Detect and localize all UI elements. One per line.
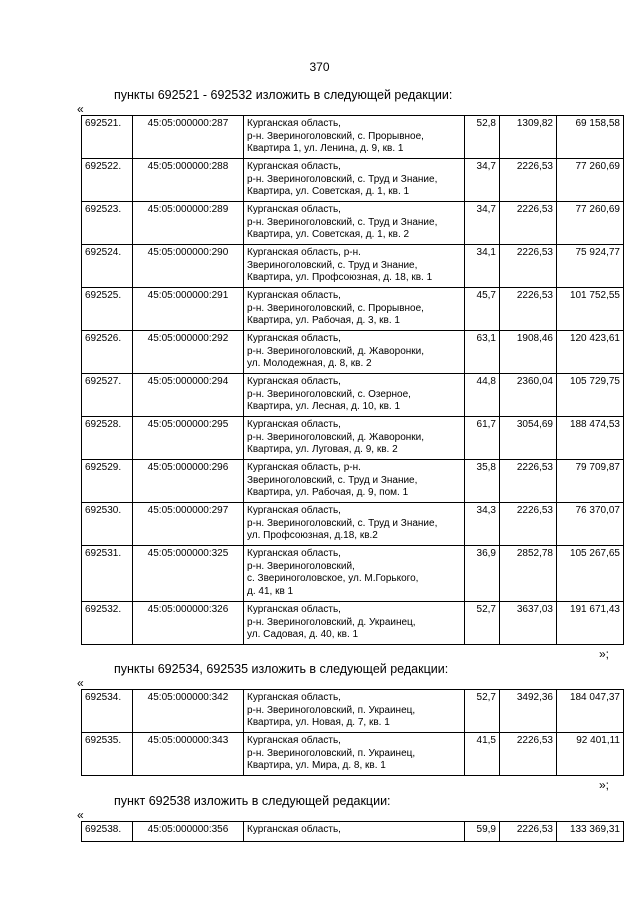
address-line: Курганская область,	[247, 824, 341, 835]
address-cell	[244, 417, 465, 460]
unit-price-cell: 2226,53	[500, 159, 557, 202]
table-row	[82, 288, 624, 331]
table-row	[82, 159, 624, 202]
row-number-cell: 692529.	[82, 460, 133, 503]
address-cell	[244, 546, 465, 602]
table-row	[82, 546, 624, 602]
area-cell: 36,9	[465, 546, 500, 602]
area-cell: 52,8	[465, 116, 500, 159]
address-line: Курганская область,	[247, 692, 341, 703]
table-row	[82, 417, 624, 460]
area-cell: 61,7	[465, 417, 500, 460]
open-quote: «	[77, 102, 84, 116]
cadastral-number-cell: 45:05:000000:296	[133, 460, 244, 503]
address-line: Квартира, ул. Лесная, д. 10, кв. 1	[247, 401, 401, 412]
cadastral-number-cell: 45:05:000000:292	[133, 331, 244, 374]
address-cell	[244, 245, 465, 288]
section-intro: пункты 692521 - 692532 изложить в следующей редакции:	[114, 88, 453, 102]
address-line: ул. Садовая, д. 40, кв. 1	[247, 629, 359, 640]
address-cell	[244, 460, 465, 503]
unit-price-cell: 1309,82	[500, 116, 557, 159]
address-line: Звериноголовский, с. Труд и Знание,	[247, 474, 418, 486]
cadastral-value-cell: 120 423,61	[557, 331, 624, 374]
unit-price-cell: 3637,03	[500, 602, 557, 645]
cadastral-value-cell: 76 370,07	[557, 503, 624, 546]
address-line: р-н. Звериноголовский, п. Украинец,	[247, 704, 416, 716]
row-number-cell: 692531.	[82, 546, 133, 602]
table-row	[82, 374, 624, 417]
area-cell: 52,7	[465, 602, 500, 645]
cadastral-value-cell: 184 047,37	[557, 690, 624, 733]
registry-table	[81, 115, 624, 645]
address-line: Курганская область,	[247, 735, 341, 746]
row-number-cell: 692532.	[82, 602, 133, 645]
cadastral-number-cell: 45:05:000000:356	[133, 822, 244, 842]
address-line: Курганская область,	[247, 204, 341, 215]
address-line: Курганская область,	[247, 419, 341, 430]
table-row	[82, 245, 624, 288]
row-number-cell: 692535.	[82, 733, 133, 776]
address-line: Квартира, ул. Рабочая, д. 9, пом. 1	[247, 487, 409, 498]
address-line: Курганская область,	[247, 548, 341, 559]
address-cell	[244, 690, 465, 733]
unit-price-cell: 2226,53	[500, 202, 557, 245]
table-row	[82, 116, 624, 159]
address-line: Квартира, ул. Рабочая, д. 3, кв. 1	[247, 315, 400, 326]
address-line: р-н. Звериноголовский, с. Труд и Знание,	[247, 173, 438, 185]
address-line: Квартира, ул. Профсоюзная, д. 18, кв. 1	[247, 272, 433, 283]
table-row	[82, 733, 624, 776]
address-line: р-н. Звериноголовский, д. Украинец,	[247, 616, 416, 628]
area-cell: 63,1	[465, 331, 500, 374]
row-number-cell: 692525.	[82, 288, 133, 331]
unit-price-cell: 2226,53	[500, 245, 557, 288]
area-cell: 34,1	[465, 245, 500, 288]
area-cell: 52,7	[465, 690, 500, 733]
address-cell	[244, 822, 465, 842]
unit-price-cell: 2226,53	[500, 460, 557, 503]
address-line: Курганская область,	[247, 333, 341, 344]
address-cell	[244, 331, 465, 374]
address-line: р-н. Звериноголовский, с. Труд и Знание,	[247, 216, 438, 228]
address-line: Курганская область,	[247, 604, 341, 615]
address-line: Квартира, ул. Мира, д. 8, кв. 1	[247, 760, 386, 771]
registry-table	[81, 821, 624, 842]
cadastral-number-cell: 45:05:000000:297	[133, 503, 244, 546]
address-cell	[244, 602, 465, 645]
address-line: р-н. Звериноголовский, д. Жаворонки,	[247, 431, 425, 443]
address-cell	[244, 733, 465, 776]
table-row	[82, 690, 624, 733]
unit-price-cell: 2360,04	[500, 374, 557, 417]
address-line: р-н. Звериноголовский,	[247, 560, 355, 572]
area-cell: 34,7	[465, 159, 500, 202]
row-number-cell: 692524.	[82, 245, 133, 288]
area-cell: 59,9	[465, 822, 500, 842]
table-row	[82, 460, 624, 503]
table-row	[82, 331, 624, 374]
area-cell: 34,3	[465, 503, 500, 546]
cadastral-value-cell: 188 474,53	[557, 417, 624, 460]
cadastral-value-cell: 101 752,55	[557, 288, 624, 331]
section-intro: пункты 692534, 692535 изложить в следующей редакции:	[114, 662, 449, 676]
cadastral-number-cell: 45:05:000000:325	[133, 546, 244, 602]
address-line: Курганская область,	[247, 505, 341, 516]
row-number-cell: 692527.	[82, 374, 133, 417]
row-number-cell: 692521.	[82, 116, 133, 159]
open-quote: «	[77, 808, 84, 822]
address-line: Звериноголовский, с. Труд и Знание,	[247, 259, 418, 271]
table-row	[82, 822, 624, 842]
table-row	[82, 602, 624, 645]
address-line: Курганская область,	[247, 161, 341, 172]
row-number-cell: 692523.	[82, 202, 133, 245]
row-number-cell: 692528.	[82, 417, 133, 460]
address-line: р-н. Звериноголовский, с. Прорывное,	[247, 302, 424, 314]
unit-price-cell: 2226,53	[500, 503, 557, 546]
table-row	[82, 202, 624, 245]
address-line: Квартира, ул. Советская, д. 1, кв. 2	[247, 229, 410, 240]
address-cell	[244, 503, 465, 546]
unit-price-cell: 1908,46	[500, 331, 557, 374]
cadastral-number-cell: 45:05:000000:295	[133, 417, 244, 460]
address-line: Квартира 1, ул. Ленина, д. 9, кв. 1	[247, 143, 404, 154]
address-line: р-н. Звериноголовский, с. Озерное,	[247, 388, 411, 400]
unit-price-cell: 2226,53	[500, 733, 557, 776]
address-line: р-н. Звериноголовский, с. Прорывное,	[247, 130, 424, 142]
open-quote: «	[77, 676, 84, 690]
cadastral-number-cell: 45:05:000000:288	[133, 159, 244, 202]
area-cell: 45,7	[465, 288, 500, 331]
cadastral-number-cell: 45:05:000000:326	[133, 602, 244, 645]
cadastral-value-cell: 77 260,69	[557, 159, 624, 202]
unit-price-cell: 3054,69	[500, 417, 557, 460]
cadastral-number-cell: 45:05:000000:287	[133, 116, 244, 159]
address-line: Курганская область,	[247, 290, 341, 301]
address-cell	[244, 116, 465, 159]
area-cell: 41,5	[465, 733, 500, 776]
cadastral-number-cell: 45:05:000000:291	[133, 288, 244, 331]
cadastral-number-cell: 45:05:000000:342	[133, 690, 244, 733]
row-number-cell: 692534.	[82, 690, 133, 733]
address-line: Курганская область,	[247, 118, 341, 129]
row-number-cell: 692522.	[82, 159, 133, 202]
address-line: с. Звериноголовское, ул. М.Горького,	[247, 573, 419, 584]
address-cell	[244, 288, 465, 331]
cadastral-value-cell: 92 401,11	[557, 733, 624, 776]
section-intro: пункт 692538 изложить в следующей редакции:	[114, 794, 391, 808]
address-line: Квартира, ул. Новая, д. 7, кв. 1	[247, 717, 390, 728]
cadastral-value-cell: 75 924,77	[557, 245, 624, 288]
area-cell: 44,8	[465, 374, 500, 417]
cadastral-value-cell: 79 709,87	[557, 460, 624, 503]
cadastral-value-cell: 105 267,65	[557, 546, 624, 602]
cadastral-value-cell: 77 260,69	[557, 202, 624, 245]
unit-price-cell: 2226,53	[500, 288, 557, 331]
cadastral-number-cell: 45:05:000000:290	[133, 245, 244, 288]
table-row	[82, 503, 624, 546]
row-number-cell: 692538.	[82, 822, 133, 842]
cadastral-value-cell: 133 369,31	[557, 822, 624, 842]
address-line: д. 41, кв 1	[247, 585, 294, 597]
close-quote: »;	[598, 778, 609, 792]
area-cell: 34,7	[465, 202, 500, 245]
cadastral-value-cell: 191 671,43	[557, 602, 624, 645]
close-quote: »;	[598, 647, 609, 661]
cadastral-number-cell: 45:05:000000:294	[133, 374, 244, 417]
unit-price-cell: 2226,53	[500, 822, 557, 842]
address-line: Квартира, ул. Луговая, д. 9, кв. 2	[247, 444, 398, 455]
cadastral-value-cell: 105 729,75	[557, 374, 624, 417]
cadastral-number-cell: 45:05:000000:343	[133, 733, 244, 776]
address-line: Курганская область, р-н.	[247, 247, 361, 258]
address-cell	[244, 202, 465, 245]
address-cell	[244, 374, 465, 417]
address-line: Курганская область,	[247, 376, 341, 387]
address-line: ул. Профсоюзная, д.18, кв.2	[247, 530, 378, 541]
address-line: р-н. Звериноголовский, п. Украинец,	[247, 747, 416, 759]
page-number: 370	[309, 60, 330, 74]
registry-table	[81, 689, 624, 776]
address-line: р-н. Звериноголовский, с. Труд и Знание,	[247, 517, 438, 529]
area-cell: 35,8	[465, 460, 500, 503]
unit-price-cell: 2852,78	[500, 546, 557, 602]
address-line: Курганская область, р-н.	[247, 462, 361, 473]
cadastral-value-cell: 69 158,58	[557, 116, 624, 159]
address-line: Квартира, ул. Советская, д. 1, кв. 1	[247, 186, 410, 197]
address-line: р-н. Звериноголовский, д. Жаворонки,	[247, 345, 425, 357]
row-number-cell: 692526.	[82, 331, 133, 374]
row-number-cell: 692530.	[82, 503, 133, 546]
address-line: ул. Молодежная, д. 8, кв. 2	[247, 358, 372, 369]
address-cell	[244, 159, 465, 202]
cadastral-number-cell: 45:05:000000:289	[133, 202, 244, 245]
unit-price-cell: 3492,36	[500, 690, 557, 733]
